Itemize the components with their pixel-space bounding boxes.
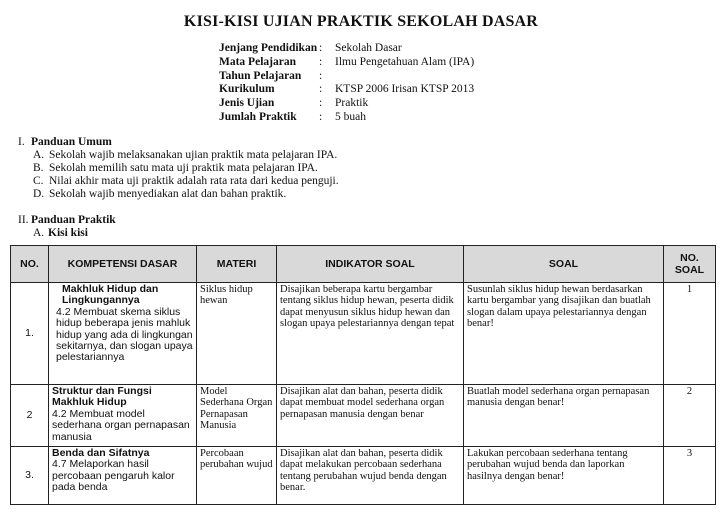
kd-text: 4.2 Membuat model sederhana organ pernapasan manusia — [52, 407, 190, 443]
kd-text: 4.2 Membuat skema siklus hidup beberapa jenis mahluk hidup yang ada di lingkungan sekitarnya, dan slogan upaya pelestariannya — [56, 305, 193, 364]
info-value: Sekolah Dasar — [335, 42, 402, 54]
info-row: Jenjang Pendidikan : Sekolah Dasar — [219, 42, 474, 56]
info-label: Jenis Ujian — [219, 97, 275, 110]
cell-materi: Siklus hidup hewan — [197, 283, 277, 385]
kd-title: Struktur dan Fungsi Makhluk Hidup — [52, 385, 152, 409]
info-label: Kurikulum — [219, 83, 275, 96]
cell-soal: Lakukan percobaan sederhana tentang perubahan wujud benda dan laporkan hasilnya dengan benar! — [464, 447, 664, 505]
column-header: SOAL — [464, 246, 664, 283]
info-label: Jenjang Pendidikan — [219, 42, 318, 54]
info-value: Ilmu Pengetahuan Alam (IPA) — [335, 55, 475, 68]
cell-no-soal: 2 — [664, 385, 716, 447]
list-item: D. Sekolah wajib menyediakan alat dan bahan praktik. — [33, 187, 287, 200]
cell-no: 1. — [11, 283, 49, 385]
table-row — [11, 447, 716, 505]
list-item: A. Sekolah wajib melaksanakan ujian praktik mata pelajaran IPA. — [33, 148, 338, 161]
info-row: Jumlah Praktik : 5 buah — [219, 111, 474, 125]
info-label: Jumlah Praktik — [219, 110, 297, 123]
section-panduan-praktik — [18, 214, 116, 227]
column-header: KOMPETENSI DASAR — [49, 246, 197, 283]
cell-no: 3. — [11, 447, 49, 505]
info-row: Mata Pelajaran : Ilmu Pengetahuan Alam (IPA) — [219, 55, 475, 68]
info-value: 5 buah — [335, 110, 366, 123]
cell-soal: Buatlah model sederhana organ pernapasan manusia dengan benar! — [464, 385, 664, 447]
info-label: Tahun Pelajaran — [219, 69, 302, 82]
cell-materi: Percobaan perubahan wujud — [197, 447, 277, 505]
cell-indikator: Disajikan alat dan bahan, peserta didik dapat membuat model sederhana organ pernapasan manusia dengan benar — [277, 385, 464, 447]
info-label: Mata Pelajaran — [219, 55, 296, 68]
info-value — [335, 70, 474, 84]
cell-kompetensi — [49, 447, 197, 505]
info-block — [219, 42, 474, 125]
info-value: Praktik — [335, 97, 369, 110]
info-row: Tahun Pelajaran : — [219, 70, 474, 84]
cell-indikator: Disajikan beberapa kartu bergambar tentang siklus hidup hewan, peserta didik dapat menyusun siklus hidup hewan dan slogan upaya pelestariannya dengan tepat — [277, 283, 464, 385]
list-item: B. Sekolah memilih satu mata uji praktik mata pelajaran IPA. — [33, 161, 318, 174]
kisi-kisi-table — [10, 245, 716, 505]
info-value: KTSP 2006 Irisan KTSP 2013 — [335, 83, 475, 96]
cell-kompetensi — [49, 385, 197, 447]
cell-no-soal: 3 — [664, 447, 716, 505]
kd-text: 4.7 Melaporkan hasil percobaan pengaruh kalor pada benda — [52, 458, 175, 494]
list-item: C. Nilai akhir mata uji praktik adalah rata rata dari kedua penguji. — [33, 174, 339, 187]
column-header: MATERI — [197, 246, 277, 283]
table-row — [11, 283, 716, 385]
column-header: NO. SOAL — [664, 246, 716, 283]
kd-title: Makhluk Hidup dan Lingkungannya — [62, 283, 159, 307]
cell-indikator: Disajikan alat dan bahan, peserta didik dapat melakukan percobaan sederhana tentang perubahan wujud benda dengan benar. — [277, 447, 464, 505]
info-row: Kurikulum : KTSP 2006 Irisan KTSP 2013 — [219, 83, 475, 96]
section-heading: II. Panduan Praktik — [18, 214, 116, 226]
column-header: INDIKATOR SOAL — [277, 246, 464, 283]
column-header: NO. — [11, 246, 49, 283]
cell-no-soal: 1 — [664, 283, 716, 385]
cell-no: 2 — [11, 385, 49, 447]
kd-title: Benda dan Sifatnya — [52, 447, 150, 459]
section-heading: I. Panduan Umum — [18, 136, 112, 148]
cell-kompetensi — [49, 283, 197, 385]
table-header-row — [11, 246, 716, 283]
subsection-heading: A. Kisi kisi — [33, 227, 88, 239]
info-row: Jenis Ujian : Praktik — [219, 97, 474, 111]
table-row — [11, 385, 716, 447]
cell-soal: Susunlah siklus hidup hewan berdasarkan kartu bergambar yang disajikan dan buatlah slogan dalam upaya pelestariannya dengan benar! — [464, 283, 664, 385]
section-panduan-umum — [18, 136, 339, 201]
cell-materi: Model Sederhana Organ Pernapasan Manusia — [197, 385, 277, 447]
page-title: KISI-KISI UJIAN PRAKTIK SEKOLAH DASAR — [183, 13, 539, 30]
